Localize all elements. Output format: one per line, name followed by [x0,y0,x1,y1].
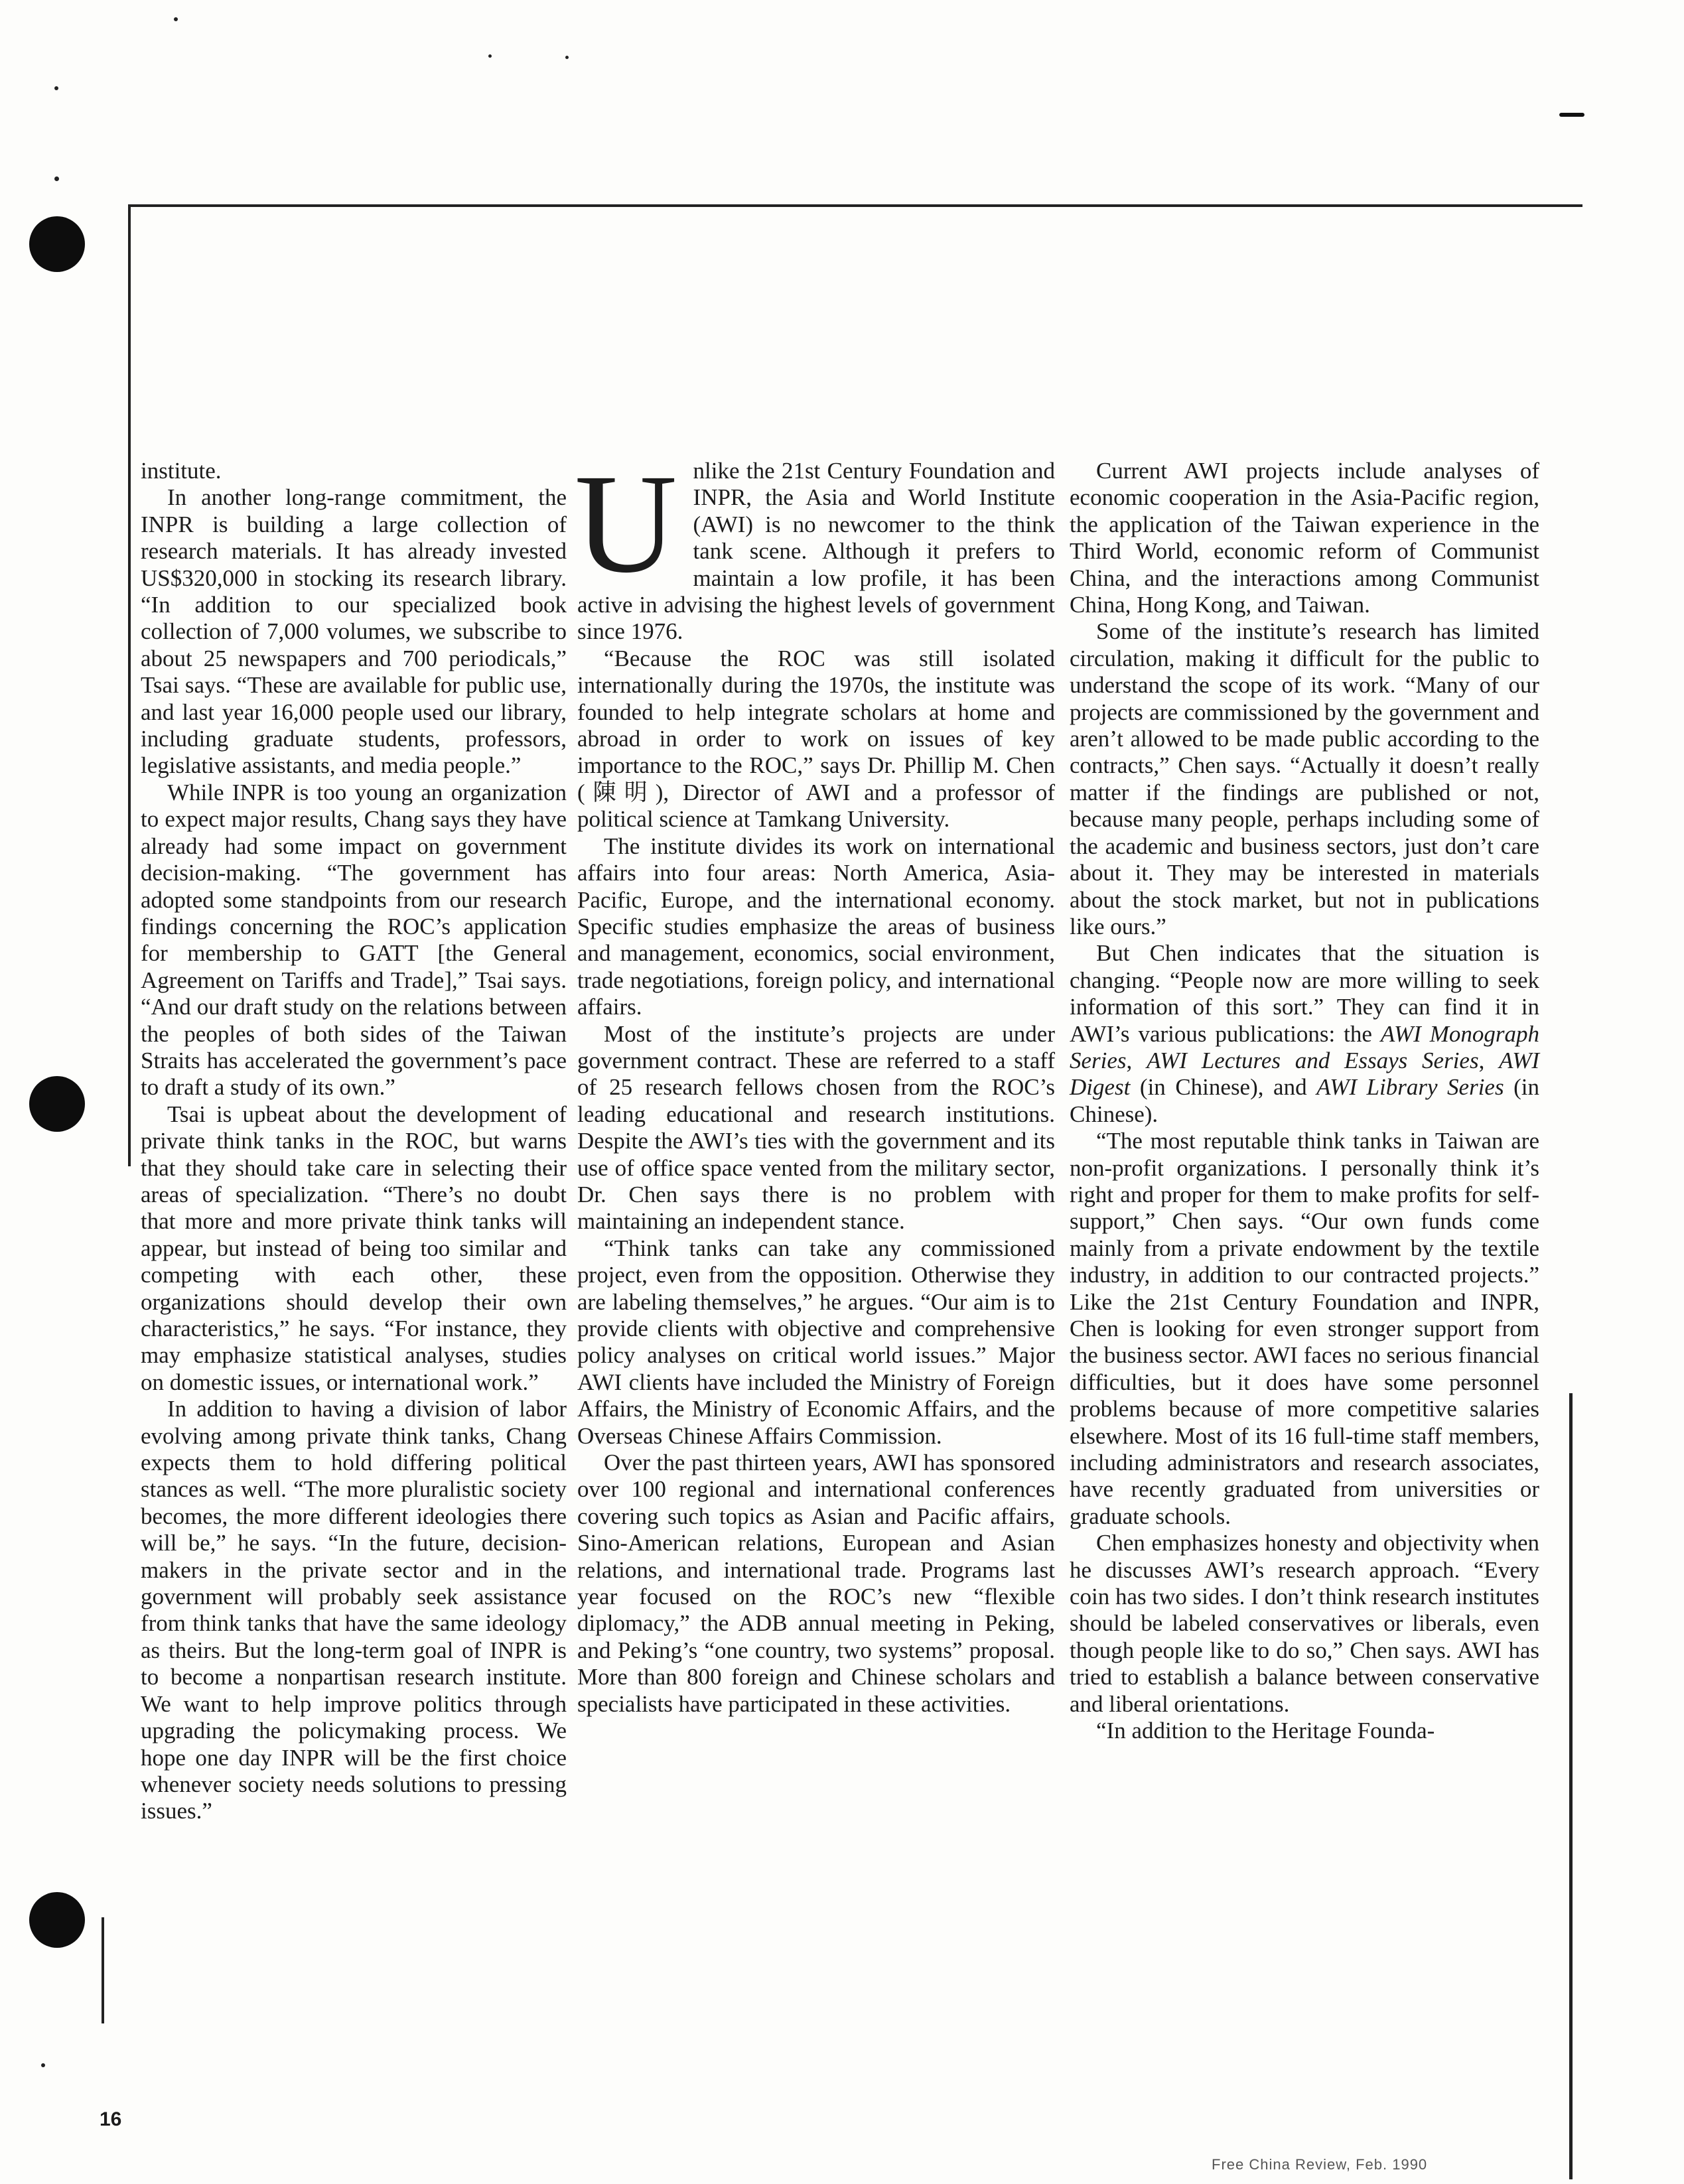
publication-title: AWI Digest [1070,1047,1540,1101]
paragraph: In addition to having a division of labor evolving among private think tanks, Chang expects them to hold differing political stances as well. “The more pluralistic society becomes, the more different ideologies there will be,” he says. “In the future, decision-makers in the private sector and in the government will probably seek assistance from think tanks that have the same ideology as theirs. But the long-term goal of INPR is to become a nonpartisan research institute. We want to help improve politics through upgrading the policymaking process. We hope one day INPR will be the first choice whenever society needs solutions to pressing issues.” [141,1396,567,1824]
publication-title: AWI Library Series [1316,1074,1504,1101]
binder-hole-top [29,216,85,272]
drop-cap: U [575,445,677,602]
article-column-1 [141,458,567,1825]
frame-left-rule [128,204,131,1166]
page-number: 16 [100,2108,122,2130]
paragraph: “The most reputable think tanks in Taiwan are non-profit organizations. I personally think it’s right and proper for them to make profits for self-support,” Chen says. “Our own funds come mainly from a private endowment by the textile industry, in addition to our contracted projects.” Like the 21st Century Foundation and INPR, Chen is looking for even stronger support from the business sector. AWI faces no serious financial difficulties, but it does have some personnel problems because of more competitive salaries elsewhere. Most of its 16 full-time staff members, including administrators and research associates, have recently graduated from universities or graduate schools. [1070,1128,1539,1529]
scan-dash-mark [1559,113,1584,117]
section-lead-paragraph [575,445,1055,646]
scan-speck [41,2063,45,2067]
scan-speck [488,54,492,58]
frame-right-rule [1569,1393,1573,2179]
text: (in Chinese). [1070,1074,1539,1127]
text: , [1126,1047,1147,1073]
paragraph: “Because the ROC was still isolated internationally during the 1970s, the institute was founded to help integrate scholars at home and abroad in order to work on issues of key importance to the ROC,” says Dr. Phillip M. Chen (陳明), Director of AWI and a professor of political science at Tamkang University. [577,645,1055,833]
binder-hole-bottom [29,1892,85,1948]
scan-speck [174,17,178,21]
paragraph: Over the past thirteen years, AWI has sponsored over 100 regional and international conferences covering such topics as Asian and Pacific affairs, Sino-American relations, European and Asian relations, and international trade. Programs last year focused on the ROC’s new “flexible diplomacy,” the ADB annual meeting in Peking, and Peking’s “one country, two systems” proposal. More than 800 foreign and Chinese scholars and specialists have participated in these activities. [577,1450,1055,1717]
scan-speck [54,86,58,90]
running-footer: Free China Review, Feb. 1990 [1212,2156,1428,2173]
paragraph: Some of the institute’s research has limited circulation, making it difficult for the public to understand the scope of its work. “Many of our projects are commissioned by the government and aren’t allowed to be made public according to the contracts,” Chen says. “Actually it doesn’t really matter if the findings are published or not, because many people, perhaps including some of the academic and business sectors, just don’t care about it. They may be interested in materials about the stock market, but not in publications like ours.” [1070,618,1539,939]
text: (in Chinese), and [1130,1074,1317,1101]
paragraph: While INPR is too young an organization to expect major results, Chang says they have already had some impact on government decision-making. “The government has adopted some standpoints from our research findings concerning the ROC’s application for membership to GATT [the General Agreement on Tariffs and Trade],” Tsai says. “And our draft study on the relations between the peoples of both sides of the Taiwan Straits has accelerated the government’s pace to draft a study of its own.” [141,779,567,1101]
paragraph: “Think tanks can take any commissioned project, even from the opposition. Otherwise they are labeling themselves,” he argues. “Our aim is to provide clients with objective and comprehensive policy analyses on critical world issues.” Major AWI clients have included the Ministry of Foreign Affairs, the Ministry of Economic Affairs, and the Overseas Chinese Affairs Commission. [577,1235,1055,1449]
binder-hole-middle [29,1076,85,1132]
paragraph-publications [1070,940,1539,1128]
paragraph: The institute divides its work on international affairs into four areas: North America, Asia-Pacific, Europe, and the international economy. Specific studies emphasize the areas of business and management, economics, social environment, trade negotiations, foreign policy, and international affairs. [577,833,1055,1020]
text: , [1478,1047,1500,1073]
paragraph: Most of the institute’s projects are under government contract. These are referred to a staff of 25 research fellows chosen from the ROC’s leading educational and research institutions. Despite the AWI’s ties with the government and its use of office space vented from the military sector, Dr. Chen says there is no problem with maintaining an independent stance. [577,1020,1055,1235]
paragraph: institute. [141,458,222,484]
scan-speck [54,176,59,181]
paragraph: “In addition to the Heritage Founda- [1096,1718,1435,1744]
frame-left-rule-lower [102,1917,104,2023]
paragraph: Tsai is upbeat about the development of private think tanks in the ROC, but warns that they should take care in selecting their areas of specialization. “There’s no doubt that more and more private think tanks will appear, but instead of being too similar and competing with each other, these organizations should develop their own characteristics,” he says. “For instance, they may emphasize statistical analyses, studies on domestic issues, or international work.” [141,1101,567,1395]
paragraph: In another long-range commitment, the INPR is building a large collection of research materials. It has already invested US$320,000 in stocking its research library. “In addition to our specialized book collection of 7,000 volumes, we subscribe to about 25 newspapers and 700 periodicals,” Tsai says. “These are available for public use, and last year 16,000 people used our library, including graduate students, professors, legislative assistants, and media people.” [141,484,567,779]
paragraph: Chen emphasizes honesty and objectivity when he discusses AWI’s research approach. “Every coin has two sides. I don’t think research institutes should be labeled conservatives or liberals, even though people like to do so,” Chen says. AWI has tried to establish a balance between conservative and liberal orientations. [1070,1530,1539,1717]
scan-speck [565,56,569,59]
paragraph: Current AWI projects include analyses of economic cooperation in the Asia-Pacific region, the application of the Taiwan experience in the Third World, economic reform of Communist China, and the interactions among Communist China, Hong Kong, and Taiwan. [1070,458,1539,618]
frame-top-rule [128,204,1582,207]
text: But Chen indicates that the situation is changing. “People now are more willing to seek information of this sort.” They can find it in AWI’s various publications: the [1070,940,1539,1047]
publication-title: AWI Monograph Series [1070,1020,1539,1073]
lead-text: nlike the 21st Century Foundation and INPR, the Asia and World Institute (AWI) is no newcomer to the think tank scene. Although it prefers to maintain a low profile, it has been active in advising the highest levels of government since 1976. [577,458,1055,645]
article-column-3 [1070,458,1539,1745]
article-column-2 [575,445,1055,1718]
publication-title: AWI Lectures and Essays Series [1147,1047,1479,1073]
